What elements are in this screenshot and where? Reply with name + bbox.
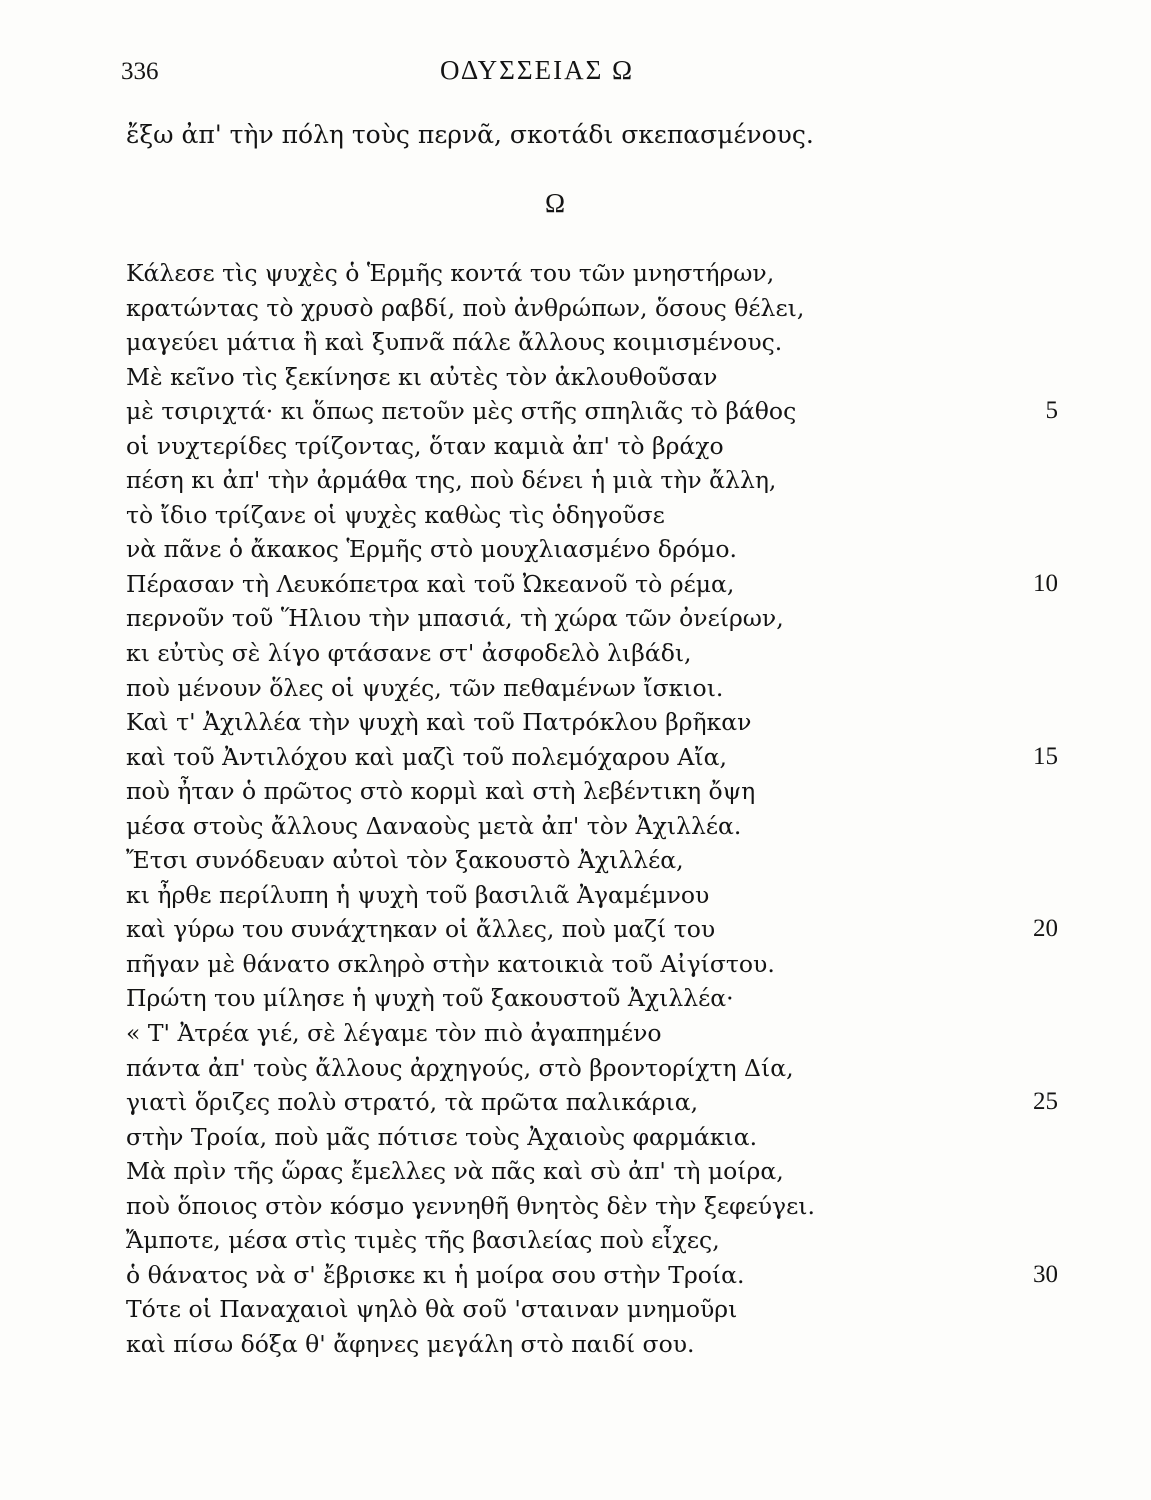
verse-text: « Τ' Ἀτρέα γιέ, σὲ λέγαμε τὸν πιὸ ἀγαπημένο: [126, 1019, 662, 1048]
verse-text: Μὰ πρὶν τῆς ὥρας ἔμελλες νὰ πᾶς καὶ σὺ ἀπ' τὴ μοίρα,: [126, 1157, 784, 1186]
verse-line: [126, 256, 1046, 291]
verse-text: ποὺ μένουν ὅλες οἱ ψυχές, τῶν πεθαμένων ἴσκιοι.: [126, 673, 724, 702]
verse-text: Ἔτσι συνόδευαν αὐτοὶ τὸν ξακουστὸ Ἀχιλλέα,: [126, 846, 684, 875]
running-title: ΟΔΥΣΣΕΙΑΣ Ω: [440, 55, 635, 85]
verse-text: πάντα ἀπ' τοὺς ἄλλους ἀρχηγούς, στὸ βροντορίχτη Δία,: [126, 1053, 794, 1082]
verse-text: Μὲ κεῖνο τὶς ξεκίνησε κι αὐτὲς τὸν ἀκλουθοῦσαν: [126, 362, 718, 391]
verse-line: [126, 1085, 1058, 1120]
verse-line: [126, 1292, 1046, 1327]
line-number: 20: [1033, 915, 1058, 943]
verse-line: [126, 1154, 1046, 1189]
line-number: 15: [1033, 742, 1058, 770]
verse-line: [126, 705, 1046, 740]
verse-text: νὰ πᾶνε ὁ ἄκακος Ἑρμῆς στὸ μουχλιασμένο δρόμο.: [126, 535, 737, 564]
book-heading: Ω: [545, 188, 566, 218]
verse-line: [126, 1223, 1046, 1258]
verse-line: [126, 429, 1046, 464]
verse-line: [126, 878, 1046, 913]
line-number: 10: [1033, 569, 1058, 597]
verse-text: στὴν Τροία, ποὺ μᾶς πότισε τοὺς Ἀχαιοὺς φαρμάκια.: [126, 1122, 758, 1151]
verse-line: [126, 1258, 1058, 1293]
verse-text: καὶ πίσω δόξα θ' ἄφηνες μεγάλη στὸ παιδί σου.: [126, 1329, 695, 1358]
verse-line: [126, 463, 1046, 498]
page-number: 336: [121, 58, 159, 85]
verse-block: [126, 256, 1058, 1362]
verse-line: [126, 567, 1058, 602]
verse-line: [126, 809, 1046, 844]
verse-line: [126, 291, 1046, 326]
verse-line: [126, 1051, 1046, 1086]
verse-line: [126, 498, 1046, 533]
verse-line: [126, 1016, 1046, 1051]
verse-line: [126, 636, 1046, 671]
verse-line: [126, 1120, 1046, 1155]
verse-line: [126, 947, 1046, 982]
verse-line: [126, 843, 1046, 878]
verse-line: [126, 532, 1046, 567]
verse-line: [126, 601, 1046, 636]
verse-text: κρατώντας τὸ χρυσὸ ραβδί, ποὺ ἀνθρώπων, ὅσους θέλει,: [126, 293, 805, 322]
line-number: 25: [1033, 1088, 1058, 1116]
verse-text: γιατὶ ὅριζες πολὺ στρατό, τὰ πρῶτα παλικάρια,: [126, 1088, 699, 1117]
verse-text: μὲ τσιριχτά· κι ὅπως πετοῦν μὲς στῆς σπηλιᾶς τὸ βάθος: [126, 397, 797, 426]
line-number: 30: [1033, 1260, 1058, 1288]
verse-text: περνοῦν τοῦ Ἥλιου τὴν μπασιά, τὴ χώρα τῶν ὀνείρων,: [126, 604, 784, 633]
verse-text: Τότε οἱ Παναχαιοὶ ψηλὸ θὰ σοῦ 'σταιναν μνημοῦρι: [126, 1295, 738, 1324]
verse-line: [126, 1189, 1046, 1224]
verse-text: ὁ θάνατος νὰ σ' ἔβρισκε κι ἡ μοίρα σου στὴν Τροία.: [126, 1260, 745, 1289]
verse-line: [126, 325, 1046, 360]
verse-text: Πέρασαν τὴ Λευκόπετρα καὶ τοῦ Ὠκεανοῦ τὸ ρέμα,: [126, 569, 735, 598]
verse-line: [126, 740, 1058, 775]
verse-text: οἱ νυχτερίδες τρίζοντας, ὅταν καμιὰ ἀπ' τὸ βράχο: [126, 431, 724, 460]
verse-line: [126, 1327, 1046, 1362]
verse-text: ποὺ ἦταν ὁ πρῶτος στὸ κορμὶ καὶ στὴ λεβέντικη ὄψη: [126, 777, 756, 806]
previous-book-last-line: ἔξω ἀπ' τὴν πόλη τοὺς περνᾶ, σκοτάδι σκεπασμένους.: [126, 120, 814, 149]
verse-line: [126, 912, 1058, 947]
verse-line: [126, 394, 1058, 429]
verse-text: ποὺ ὅποιος στὸν κόσμο γεννηθῆ θνητὸς δὲν τὴν ξεφεύγει.: [126, 1191, 815, 1220]
verse-text: μαγεύει μάτια ἢ καὶ ξυπνᾶ πάλε ἄλλους κοιμισμένους.: [126, 328, 783, 357]
verse-text: καὶ γύρω του συνάχτηκαν οἱ ἄλλες, ποὺ μαζί του: [126, 915, 716, 944]
verse-text: κι ἦρθε περίλυπη ἡ ψυχὴ τοῦ βασιλιᾶ Ἀγαμέμνου: [126, 880, 710, 909]
verse-text: πῆγαν μὲ θάνατο σκληρὸ στὴν κατοικιὰ τοῦ Αἰγίστου.: [126, 949, 775, 978]
verse-line: [126, 981, 1046, 1016]
verse-text: Ἄμποτε, μέσα στὶς τιμὲς τῆς βασιλείας ποὺ εἶχες,: [126, 1226, 720, 1255]
verse-text: Κάλεσε τὶς ψυχὲς ὁ Ἑρμῆς κοντά του τῶν μνηστήρων,: [126, 259, 775, 287]
verse-line: [126, 774, 1046, 809]
verse-text: πέση κι ἀπ' τὴν ἀρμάθα της, ποὺ δένει ἡ μιὰ τὴν ἄλλη,: [126, 466, 777, 495]
verse-text: Πρώτη του μίλησε ἡ ψυχὴ τοῦ ξακουστοῦ Ἀχιλλέα·: [126, 984, 734, 1013]
verse-text: Καὶ τ' Ἀχιλλέα τὴν ψυχὴ καὶ τοῦ Πατρόκλου βρῆκαν: [126, 708, 752, 737]
line-number: 5: [1045, 397, 1058, 425]
verse-text: κι εὐτὺς σὲ λίγο φτάσανε στ' ἀσφοδελὸ λιβάδι,: [126, 639, 692, 668]
verse-line: [126, 671, 1046, 706]
verse-line: [126, 360, 1046, 395]
verse-text: τὸ ἴδιο τρίζανε οἱ ψυχὲς καθὼς τὶς ὁδηγοῦσε: [126, 500, 665, 529]
verse-text: καὶ τοῦ Ἀντιλόχου καὶ μαζὶ τοῦ πολεμόχαρου Αἴα,: [126, 742, 727, 771]
verse-text: μέσα στοὺς ἄλλους Δαναοὺς μετὰ ἀπ' τὸν Ἀχιλλέα.: [126, 811, 742, 840]
